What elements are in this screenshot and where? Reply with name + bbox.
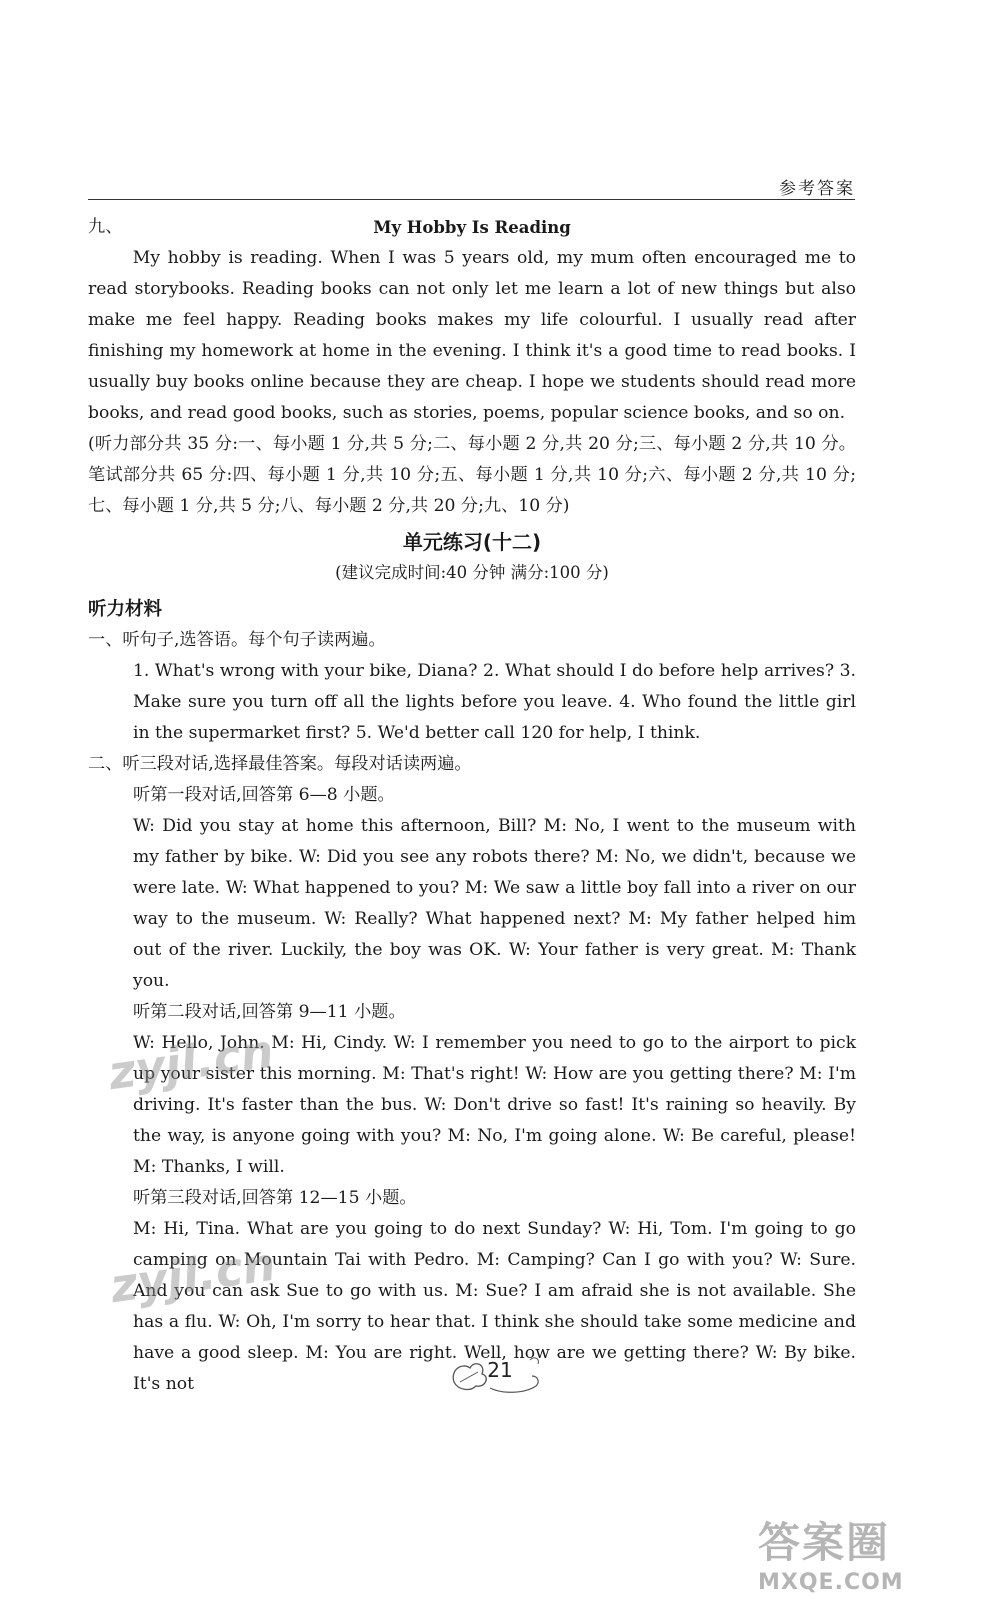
listening-part1-title: 一、听句子,选答语。每个句子读两遍。 [88, 630, 386, 650]
score-note: (听力部分共 35 分:一、每小题 1 分,共 5 分;二、每小题 2 分,共 20 分;三、每小题 2 分,共 10 分。笔试部分共 65 分:四、每小题 1 分,共 10 分;五、每小题 1 分,共 10 分;六、每小题 2 分,共 10 分;七、每小题 1 分,共 5 分;八、每小题 2 分,共 20 分;九、10 分) [88, 434, 856, 516]
page-number-badge [440, 1352, 560, 1396]
listening-part1-sentences: 1. What's wrong with your bike, Diana? 2. What should I do before help arrives? 3. Make sure you turn off all the lights before you leave. 4. Who found the little girl in the supermarket first? 5. We'd better call 120 for help, I think. [133, 661, 856, 743]
listening-heading: 听力材料 [88, 599, 163, 620]
site-watermark: zyjl.cn [107, 1236, 279, 1314]
page-content [88, 212, 856, 1400]
dialogue-1-text: W: Did you stay at home this afternoon, Bill? M: No, I went to the museum with my father by bike. W: Did you see any robots there? M: No, we didn't, because we were late. W: What happened to you? M: We saw a little boy fall into a river on our way to the museum. W: Really? What happened next? M: My father helped him out of the river. Luckily, the boy was OK. W: Your father is very great. M: Thank you. [133, 816, 856, 991]
corner-watermark [758, 1510, 988, 1595]
essay-title: My Hobby Is Reading [373, 218, 571, 237]
dialogue-2-heading: 听第二段对话,回答第 9—11 小题。 [133, 1002, 406, 1022]
page-number: 21 [487, 1358, 513, 1382]
header-rule [88, 199, 855, 200]
site-watermark: zyjl.cn [105, 1023, 277, 1101]
page-header-label: 参考答案 [779, 179, 855, 199]
dialogue-2-text: W: Hello, John. M: Hi, Cindy. W: I remember you need to go to the airport to pick up your sister this morning. M: That's right! W: How are you getting there? M: I'm driving. It's faster than the bus. W: Don't drive so fast! It's raining so heavily. By the way, is anyone going with you? M: No, I'm going alone. W: Be careful, please! M: Thanks, I will. [133, 1033, 856, 1177]
unit-title: 单元练习(十二) [402, 530, 542, 554]
dialogue-3-text: M: Hi, Tina. What are you going to do next Sunday? W: Hi, Tom. I'm going to go camping on Mountain Tai with Pedro. M: Camping? Can I go with you? W: Sure. And you can ask Sue to go with us. M: Sue? I am afraid she is not available. She has a flu. W: Oh, I'm sorry to hear that. I think she should take some medicine and have a good sleep. M: You are right. Well, how are we getting there? W: By bike. It's not [133, 1219, 856, 1394]
section-9-number: 九、 [88, 217, 123, 237]
unit-subtitle: (建议完成时间:40 分钟 满分:100 分) [335, 563, 609, 582]
section-9-heading-row [88, 212, 856, 243]
corner-watermark-url: MXQE.COM [758, 1570, 904, 1595]
essay-paragraph: My hobby is reading. When I was 5 years old, my mum often encouraged me to read storybooks. Reading books can not only let me learn a lot of new things but also make me feel happy. Reading books makes my life colourful. I usually read after finishing my homework at home in the evening. I think it's a good time to read books. I usually buy books online because they are cheap. I hope we students should read more books, and read good books, such as stories, poems, popular science books, and so on. [88, 248, 856, 423]
corner-watermark-title: 答案圈 [758, 1518, 891, 1567]
listening-part2-title: 二、听三段对话,选择最佳答案。每段对话读两遍。 [88, 754, 472, 774]
dialogue-1-heading: 听第一段对话,回答第 6—8 小题。 [133, 785, 395, 805]
dialogue-3-heading: 听第三段对话,回答第 12—15 小题。 [133, 1188, 417, 1208]
